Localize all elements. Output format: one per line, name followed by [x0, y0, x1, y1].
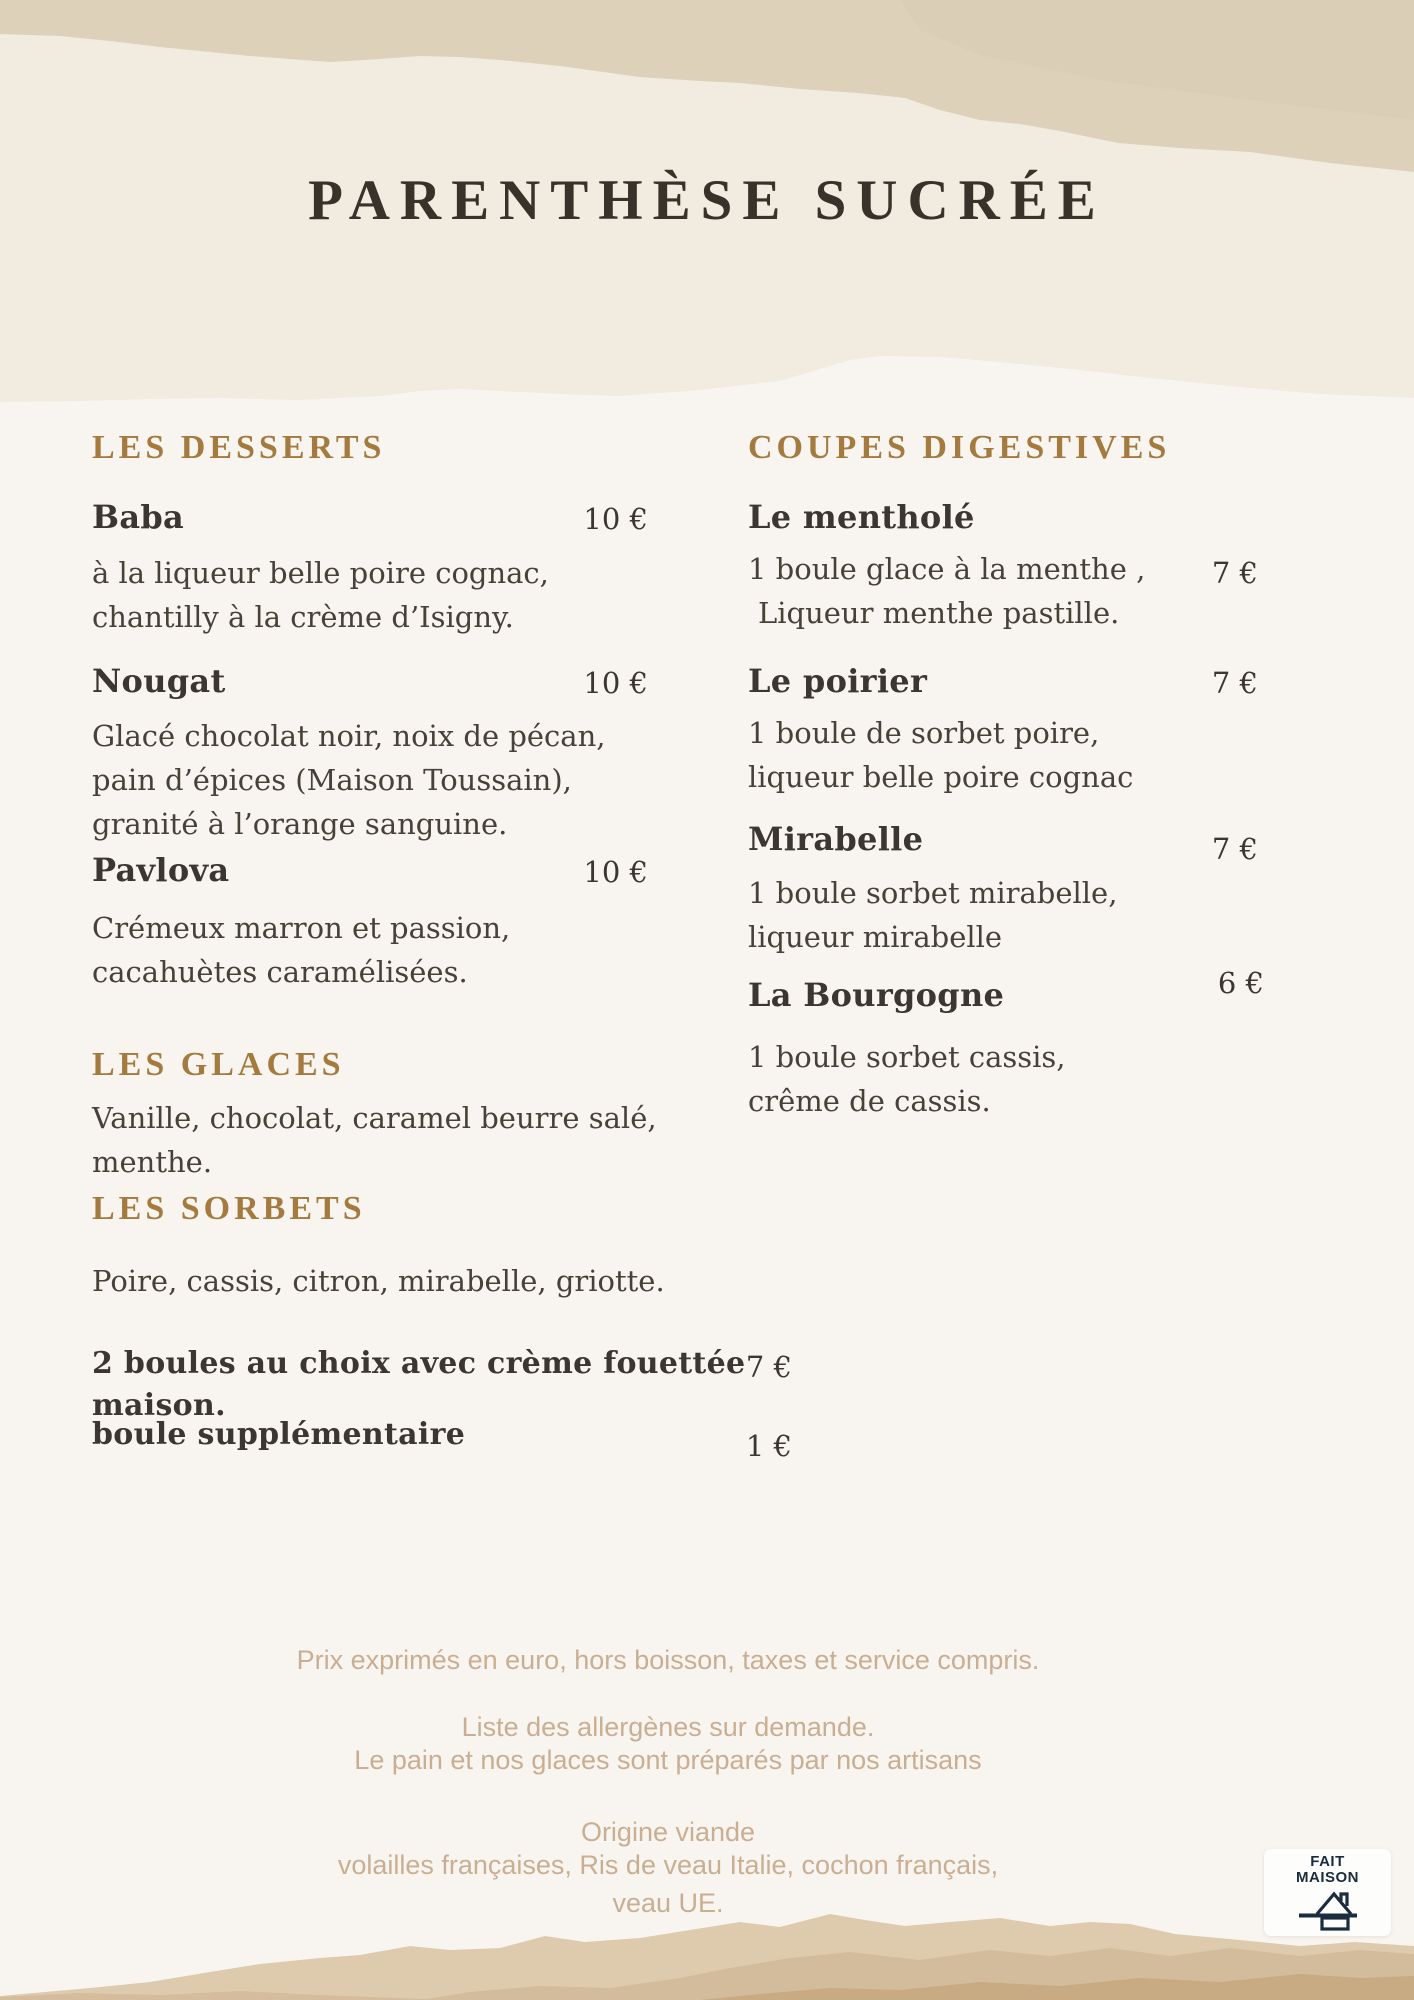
section-heading-desserts: LES DESSERTS — [92, 429, 386, 466]
item-name: Nougat — [92, 662, 226, 700]
item-desc-line: Crémeux marron et passion, — [92, 911, 511, 945]
item-desc-line: 1 boule sorbet mirabelle, — [748, 876, 1118, 910]
footer-origin-detail2: veau UE. — [612, 1888, 724, 1918]
item-name: La Bourgogne — [748, 976, 1005, 1014]
item-desc-line: 1 boule de sorbet poire, — [748, 716, 1100, 750]
item-price: 10 € — [583, 855, 648, 889]
item-desc-line: chantilly à la crème d’Isigny. — [92, 600, 514, 634]
section-desc-line: menthe. — [92, 1145, 213, 1179]
fait-maison-badge — [1264, 1849, 1391, 1936]
item-desc-line: granité à l’orange sanguine. — [92, 807, 508, 841]
footer-origin-title: Origine viande — [580, 1817, 756, 1847]
item-price: 10 € — [583, 502, 648, 536]
fait-maison-label-line2: MAISON — [1296, 1869, 1359, 1886]
item-name: Le mentholé — [748, 498, 975, 536]
fait-maison-label-line1: FAIT — [1310, 1853, 1345, 1870]
footer-allergens-note: Liste des allergènes sur demande. — [461, 1712, 875, 1742]
item-desc-line: Liqueur menthe pastille. — [758, 596, 1120, 630]
item-desc-line: liqueur mirabelle — [748, 920, 1003, 954]
item-price: 7 € — [1211, 666, 1258, 700]
item-name: Le poirier — [748, 662, 928, 700]
footer-pricing-note: Prix exprimés en euro, hors boisson, taxes et service compris. — [296, 1645, 1040, 1675]
item-name: Pavlova — [92, 851, 230, 889]
page-title: PARENTHÈSE SUCRÉE — [308, 169, 1106, 232]
option-name-line: boule supplémentaire — [92, 1417, 466, 1452]
item-price: 7 € — [1211, 832, 1258, 866]
item-desc-line: cacahuètes caramélisées. — [92, 955, 468, 989]
item-price: 7 € — [1211, 556, 1258, 590]
item-desc-line: crême de cassis. — [748, 1084, 991, 1118]
footer-artisans-note: Le pain et nos glaces sont préparés par nos artisans — [354, 1745, 982, 1775]
item-name: Mirabelle — [748, 820, 924, 858]
section-desc-line: Vanille, chocolat, caramel beurre salé, — [92, 1101, 657, 1135]
item-desc-line: 1 boule glace à la menthe , — [748, 552, 1146, 586]
item-desc-line: pain d’épices (Maison Toussain), — [92, 763, 572, 797]
item-desc-line: 1 boule sorbet cassis, — [748, 1040, 1066, 1074]
section-heading-coupes: COUPES DIGESTIVES — [748, 429, 1171, 466]
item-price: 10 € — [583, 666, 648, 700]
option-name-line: maison. — [92, 1388, 226, 1423]
item-desc-line: à la liqueur belle poire cognac, — [92, 556, 549, 590]
footer-origin-detail: volailles françaises, Ris de veau Italie, cochon français, — [337, 1850, 999, 1880]
item-desc-line: liqueur belle poire cognac — [748, 760, 1134, 794]
section-heading-glaces: LES GLACES — [92, 1046, 345, 1083]
fait-maison-house-icon — [1297, 1887, 1359, 1931]
item-price: 6 € — [1217, 966, 1264, 1000]
section-desc-line: Poire, cassis, citron, mirabelle, griotte. — [92, 1264, 665, 1298]
option-price: 1 € — [745, 1429, 792, 1463]
item-name: Baba — [92, 498, 185, 536]
option-price: 7 € — [745, 1350, 792, 1384]
item-desc-line: Glacé chocolat noir, noix de pécan, — [92, 719, 606, 753]
option-name-line: 2 boules au choix avec crème fouettée — [92, 1346, 746, 1381]
section-heading-sorbets: LES SORBETS — [92, 1190, 366, 1227]
